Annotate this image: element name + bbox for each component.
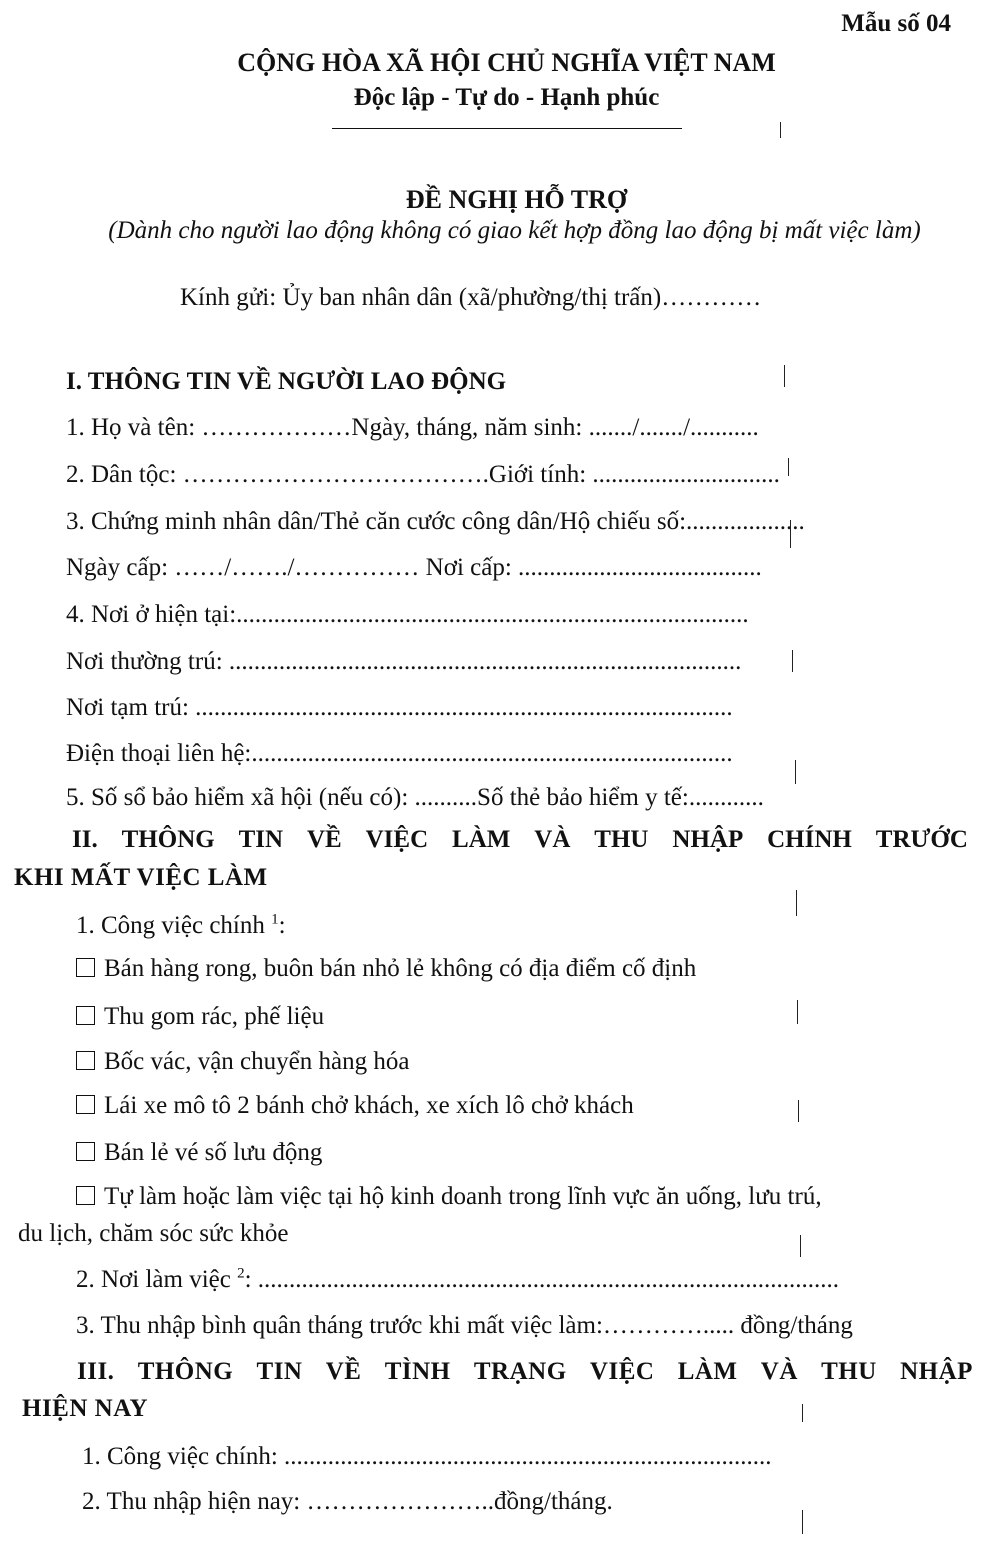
section-1-heading: I. THÔNG TIN VỀ NGƯỜI LAO ĐỘNG: [66, 368, 507, 395]
national-motto: Độc lập - Tự do - Hạnh phúc: [353, 84, 660, 111]
option-waste-collection[interactable]: Thu gom rác, phế liệu: [76, 1003, 324, 1031]
heading-word: TIN: [238, 826, 284, 853]
heading-word: THU: [821, 1358, 877, 1385]
heading-word: VÀ: [760, 1358, 798, 1385]
field-current-income[interactable]: 2. Thu nhập hiện nay: …………………..đồng/tháng.: [82, 1488, 613, 1515]
scan-mark: [792, 650, 793, 672]
checkbox[interactable]: [76, 1186, 95, 1205]
option-lottery-seller[interactable]: Bán lẻ vé số lưu động: [76, 1139, 322, 1167]
field-insurance-numbers[interactable]: 5. Số sổ bảo hiểm xã hội (nếu có): ..........Số thẻ bảo hiểm y tế:............: [66, 784, 764, 811]
heading-word: NHẬP: [672, 826, 744, 853]
scan-mark: [788, 458, 789, 476]
section-3-heading-cont: HIỆN NAY: [22, 1395, 149, 1422]
heading-word: LÀM: [452, 826, 511, 853]
heading-word: THU: [594, 826, 649, 853]
checkbox[interactable]: [76, 1051, 95, 1070]
heading-word: TRƯỚC: [875, 826, 968, 853]
heading-word: TÌNH: [384, 1358, 451, 1385]
heading-word: CHÍNH: [767, 826, 852, 853]
field-permanent-address[interactable]: Nơi thường trú: ..................................................................................: [66, 648, 742, 675]
field-temporary-address[interactable]: Nơi tạm trú: ......................................................................................: [66, 694, 733, 721]
option-street-vendor[interactable]: Bán hàng rong, buôn bán nhỏ lẻ không có địa điểm cố định: [76, 955, 696, 983]
section-2-heading-cont: KHI MẤT VIỆC LÀM: [14, 864, 268, 891]
scan-mark: [795, 760, 796, 784]
checkbox[interactable]: [76, 958, 95, 977]
heading-word: III.: [77, 1358, 115, 1385]
scan-mark: [784, 365, 785, 387]
document-subtitle: (Dành cho người lao động không có giao kết hợp đồng lao động bị mất việc làm): [108, 217, 921, 244]
checkbox[interactable]: [76, 1006, 95, 1025]
heading-word: TIN: [256, 1358, 303, 1385]
option-porter[interactable]: Bốc vác, vận chuyển hàng hóa: [76, 1048, 409, 1076]
option-self-employed-cont: du lịch, chăm sóc sức khỏe: [18, 1220, 289, 1247]
scan-mark: [802, 1404, 803, 1422]
heading-word: VỀ: [306, 826, 342, 853]
document-title: ĐỀ NGHỊ HỖ TRỢ: [405, 185, 628, 214]
heading-word: THÔNG: [121, 826, 215, 853]
recipient-line: Kính gửi: Ủy ban nhân dân (xã/phường/thị trấn)…………: [180, 284, 762, 311]
field-full-name-dob[interactable]: 1. Họ và tên: ………………Ngày, tháng, năm sinh: ......./......./...........: [66, 414, 759, 441]
field-workplace[interactable]: 2. Nơi làm việc $^2$: .............................................................................................: [76, 1265, 840, 1293]
scan-mark: [800, 1235, 801, 1257]
checkbox[interactable]: [76, 1142, 95, 1161]
heading-word: II.: [72, 826, 98, 853]
form-number: Mẫu số 04: [841, 10, 951, 37]
national-title: CỘNG HÒA XÃ HỘI CHỦ NGHĨA VIỆT NAM: [237, 48, 776, 77]
option-self-employed[interactable]: Tự làm hoặc làm việc tại hộ kinh doanh trong lĩnh vực ăn uống, lưu trú,: [76, 1183, 822, 1211]
option-motorbike-taxi[interactable]: Lái xe mô tô 2 bánh chở khách, xe xích lô chở khách: [76, 1092, 634, 1120]
field-id-number[interactable]: 3. Chứng minh nhân dân/Thẻ căn cước công dân/Hộ chiếu số:...................: [66, 508, 805, 535]
main-job-label: 1. Công việc chính $^1$:: [76, 911, 286, 939]
scan-mark: [796, 890, 797, 916]
field-issue-date-place[interactable]: Ngày cấp: ……/……./…………… Nơi cấp: .......................................: [66, 554, 762, 581]
header-divider: [332, 128, 682, 129]
scan-mark: [798, 1100, 799, 1122]
field-phone[interactable]: Điện thoại liên hệ:.............................................................................: [66, 740, 733, 767]
heading-word: VIỆC: [589, 1358, 655, 1385]
scan-mark: [780, 122, 781, 138]
scan-mark: [797, 1000, 798, 1024]
scan-mark: [802, 1510, 803, 1534]
scan-mark: [790, 520, 791, 548]
field-current-address[interactable]: 4. Nơi ở hiện tại:..................................................................................: [66, 601, 749, 628]
heading-word: VÀ: [534, 826, 571, 853]
checkbox[interactable]: [76, 1095, 95, 1114]
field-current-job[interactable]: 1. Công việc chính: ..............................................................................: [82, 1443, 772, 1470]
field-previous-income[interactable]: 3. Thu nhập bình quân tháng trước khi mất việc làm:…………..... đồng/tháng: [76, 1312, 853, 1339]
heading-word: NHẬP: [900, 1358, 973, 1385]
heading-word: LÀM: [677, 1358, 738, 1385]
heading-word: THÔNG: [137, 1358, 234, 1385]
section-2-heading: [72, 826, 968, 854]
section-3-heading: [77, 1358, 973, 1386]
heading-word: VỀ: [325, 1358, 362, 1385]
heading-word: VIỆC: [365, 826, 429, 853]
field-ethnicity-gender[interactable]: 2. Dân tộc: ……………………………….Giới tính: ..............................: [66, 461, 780, 488]
heading-word: TRẠNG: [473, 1358, 567, 1385]
